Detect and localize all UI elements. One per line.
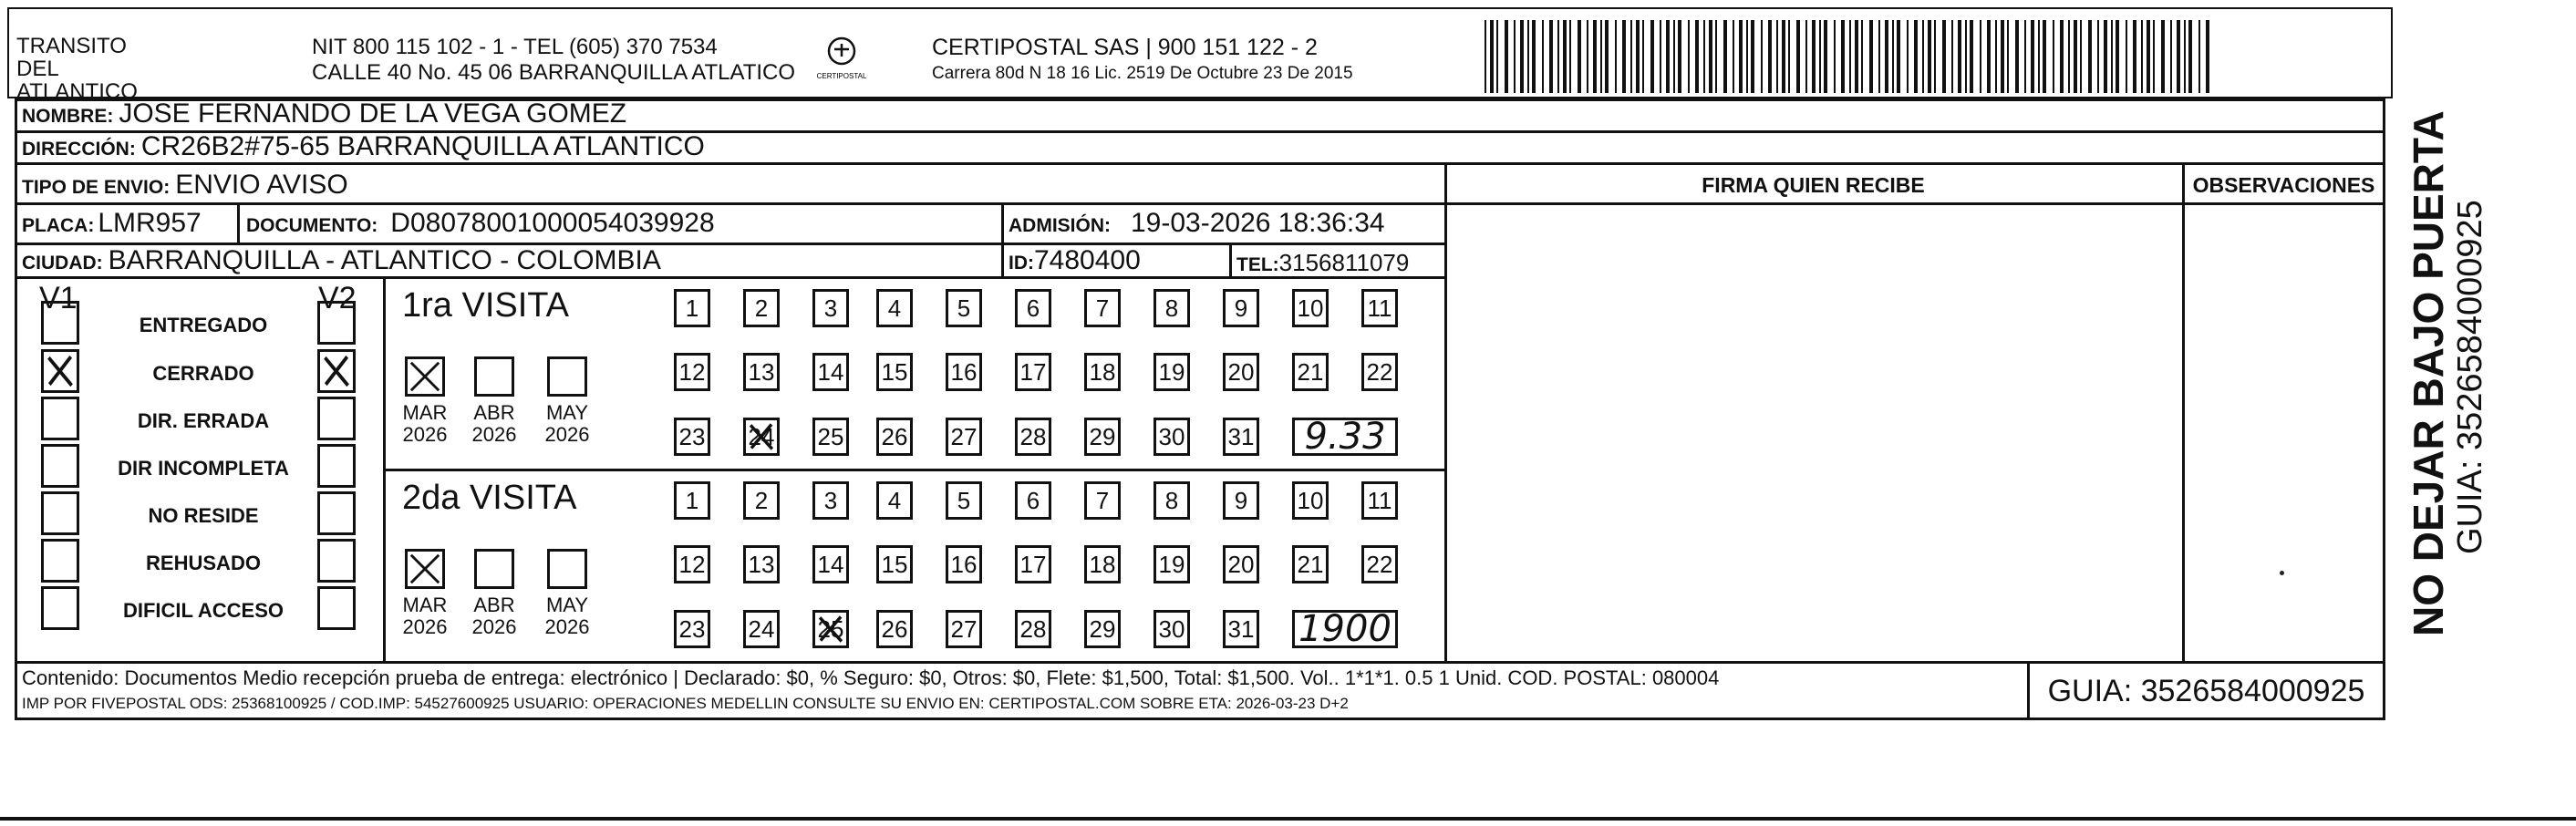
day-number: 3 — [823, 486, 838, 514]
day-number: 29 — [1089, 614, 1116, 643]
day-box[interactable] — [812, 353, 849, 391]
day-number: 8 — [1164, 486, 1179, 514]
day-box[interactable] — [743, 545, 780, 583]
v1-checkbox[interactable] — [41, 397, 79, 440]
v1-checkbox[interactable] — [41, 349, 79, 393]
day-box[interactable] — [743, 353, 780, 391]
day-number: 10 — [1297, 486, 1324, 514]
observations-header: OBSERVACIONES — [2192, 173, 2375, 197]
v2-checkbox[interactable] — [317, 444, 356, 488]
id-field: ID:7480400 — [1009, 245, 1141, 275]
day-number: 16 — [950, 550, 978, 578]
month-label: MAR 2026 — [402, 594, 448, 639]
day-box[interactable] — [1084, 418, 1121, 456]
day-number: 9 — [1234, 294, 1248, 322]
v1-checkbox[interactable] — [41, 444, 79, 488]
day-number: 24 — [748, 422, 775, 450]
day-box[interactable] — [1223, 610, 1259, 648]
day-number: 16 — [950, 357, 978, 386]
day-number: 20 — [1227, 550, 1255, 578]
day-box[interactable] — [1084, 610, 1121, 648]
day-number: 14 — [817, 357, 844, 386]
footer-guia: GUIA: 3526584000925 — [2047, 674, 2365, 708]
day-box[interactable] — [1154, 610, 1190, 648]
address-field: DIRECCIÓN: CR26B2#75-65 BARRANQUILLA ATLANTICO — [22, 131, 705, 161]
admission-field: ADMISIÓN: 19-03-2026 18:36:34 — [1009, 208, 1385, 238]
day-number: 31 — [1227, 422, 1255, 450]
day-number: 5 — [957, 486, 971, 514]
day-number: 28 — [1019, 614, 1047, 643]
bottom-rule — [0, 817, 2576, 821]
day-number: 2 — [754, 486, 769, 514]
day-number: 12 — [678, 357, 706, 386]
footer-imp: IMP POR FIVEPOSTAL ODS: 25368100925 / COD.IMP: 54527600925 USUARIO: OPERACIONES MEDELLIN CONSULTE SU ENVIO EN: CERTIPOSTAL.COM SOBRE ETA: 2026-03-23 D+2 — [22, 695, 1349, 712]
x-mark-icon — [320, 352, 353, 390]
v2-checkbox[interactable] — [317, 397, 356, 440]
month-label: MAR 2026 — [402, 401, 448, 447]
month-checkbox[interactable] — [405, 549, 445, 589]
day-number: 27 — [950, 422, 978, 450]
day-box[interactable] — [946, 545, 982, 583]
day-box[interactable] — [1084, 481, 1121, 520]
day-number: 6 — [1026, 486, 1040, 514]
day-box[interactable] — [674, 289, 710, 327]
month-label: ABR 2026 — [471, 594, 517, 639]
visit2-title: 2da VISITA — [402, 479, 577, 517]
day-number: 18 — [1089, 550, 1116, 578]
day-box[interactable] — [1223, 353, 1259, 391]
status-label: CERRADO — [152, 362, 254, 385]
day-box[interactable] — [946, 481, 982, 520]
carrier-name: CERTIPOSTAL SAS | 900 151 122 - 2 — [932, 35, 1318, 60]
observation-dot — [2280, 571, 2284, 575]
svg-text:CERTIPOSTAL: CERTIPOSTAL — [816, 72, 867, 80]
sender-address: CALLE 40 No. 45 06 BARRANQUILLA ATLATICO — [312, 60, 796, 85]
day-box[interactable] — [674, 545, 710, 583]
day-number: 11 — [1367, 486, 1392, 514]
day-box[interactable] — [876, 353, 913, 391]
day-number: 21 — [1297, 357, 1324, 386]
side-guia: GUIA: 3526584000925 — [2451, 200, 2489, 554]
v2-header: V2 — [318, 281, 357, 315]
day-box[interactable] — [1292, 481, 1329, 520]
v1-checkbox[interactable] — [41, 491, 79, 535]
day-number: 12 — [678, 550, 706, 578]
day-number: 15 — [881, 357, 908, 386]
no-dejar-warning: NO DEJAR BAJO PUERTA — [2405, 110, 2452, 636]
day-box[interactable] — [876, 418, 913, 456]
day-box[interactable] — [1223, 481, 1259, 520]
status-label: NO RESIDE — [148, 504, 259, 527]
day-number: 23 — [678, 614, 706, 643]
tel-field: TEL:3156811079 — [1236, 249, 1410, 276]
day-box[interactable] — [812, 289, 849, 327]
day-box[interactable] — [1154, 545, 1190, 583]
day-box[interactable] — [876, 289, 913, 327]
day-box[interactable] — [876, 545, 913, 583]
barcode-icon — [1485, 20, 2214, 93]
certipostal-logo — [814, 33, 869, 88]
day-box[interactable] — [1154, 353, 1190, 391]
day-box[interactable] — [1015, 481, 1051, 520]
day-number: 22 — [1366, 550, 1393, 578]
status-label: DIR INCOMPLETA — [118, 457, 289, 480]
status-label: ENTREGADO — [139, 314, 268, 336]
day-box[interactable] — [674, 481, 710, 520]
day-box[interactable] — [1084, 545, 1121, 583]
day-box[interactable] — [1292, 545, 1329, 583]
shipment-type-field: TIPO DE ENVIO: ENVIO AVISO — [22, 170, 348, 200]
day-box[interactable] — [1015, 289, 1051, 327]
document-field: DOCUMENTO: D08078001000054039928 — [246, 208, 715, 238]
day-box[interactable] — [876, 610, 913, 648]
day-box[interactable] — [1154, 481, 1190, 520]
signature-header: FIRMA QUIEN RECIBE — [1702, 173, 1925, 197]
time-box[interactable] — [1292, 610, 1398, 648]
barcode — [1485, 20, 2214, 93]
month-label: MAY 2026 — [544, 594, 590, 639]
day-box[interactable] — [1015, 610, 1051, 648]
day-number: 20 — [1227, 357, 1255, 386]
day-number: 5 — [957, 294, 971, 322]
day-number: 11 — [1367, 294, 1392, 322]
day-number: 8 — [1164, 294, 1179, 322]
status-label: REHUSADO — [146, 552, 261, 574]
day-number: 30 — [1158, 614, 1185, 643]
v2-checkbox[interactable] — [317, 349, 356, 393]
month-checkbox[interactable] — [474, 549, 514, 589]
x-mark-icon — [44, 352, 77, 390]
day-box[interactable] — [1154, 418, 1190, 456]
status-label: DIR. ERRADA — [137, 409, 270, 432]
day-number: 17 — [1019, 550, 1047, 578]
day-box[interactable] — [812, 481, 849, 520]
day-number: 7 — [1095, 294, 1110, 322]
day-number: 26 — [881, 614, 908, 643]
day-box[interactable] — [1084, 353, 1121, 391]
day-number: 14 — [817, 550, 844, 578]
v2-checkbox[interactable] — [317, 539, 356, 583]
v2-checkbox[interactable] — [317, 491, 356, 535]
day-number: 7 — [1095, 486, 1110, 514]
side-text — [2387, 110, 2570, 666]
day-box[interactable] — [1361, 289, 1398, 327]
visit1-title: 1ra VISITA — [402, 286, 570, 325]
day-number: 25 — [817, 614, 844, 643]
day-box[interactable] — [1223, 418, 1259, 456]
day-number: 10 — [1297, 294, 1324, 322]
day-box[interactable] — [743, 289, 780, 327]
day-number: 28 — [1019, 422, 1047, 450]
day-box[interactable] — [812, 545, 849, 583]
v1-checkbox[interactable] — [41, 586, 79, 630]
day-box[interactable] — [946, 353, 982, 391]
handwritten-time: 9.33 — [1304, 416, 1386, 458]
day-number: 29 — [1089, 422, 1116, 450]
month-checkbox[interactable] — [474, 356, 514, 397]
day-number: 18 — [1089, 357, 1116, 386]
day-number: 30 — [1158, 422, 1185, 450]
day-box[interactable] — [1015, 418, 1051, 456]
day-number: 31 — [1227, 614, 1255, 643]
day-number: 6 — [1026, 294, 1040, 322]
day-box[interactable] — [743, 481, 780, 520]
v2-checkbox[interactable] — [317, 586, 356, 630]
day-number: 4 — [887, 486, 902, 514]
month-label: MAY 2026 — [544, 401, 590, 447]
day-number: 4 — [887, 294, 902, 322]
v2-checkbox[interactable] — [317, 301, 356, 345]
day-box[interactable] — [812, 610, 849, 648]
day-box[interactable] — [1361, 481, 1398, 520]
day-box[interactable] — [1015, 353, 1051, 391]
day-box[interactable] — [1361, 353, 1398, 391]
v1-checkbox[interactable] — [41, 301, 79, 345]
month-label: ABR 2026 — [471, 401, 517, 447]
day-number: 27 — [950, 614, 978, 643]
day-number: 17 — [1019, 357, 1047, 386]
day-number: 3 — [823, 294, 838, 322]
day-number: 23 — [678, 422, 706, 450]
day-number: 26 — [881, 422, 908, 450]
carrier-license: Carrera 80d N 18 16 Lic. 2519 De Octubre 23 De 2015 — [932, 64, 1353, 83]
day-number: 1 — [685, 294, 699, 322]
day-number: 13 — [748, 357, 775, 386]
month-checkbox[interactable] — [547, 356, 587, 397]
day-number: 25 — [817, 422, 844, 450]
day-box[interactable] — [1223, 289, 1259, 327]
day-box[interactable] — [1292, 353, 1329, 391]
x-mark-icon — [408, 359, 442, 394]
day-number: 9 — [1234, 486, 1248, 514]
sender-name: TRANSITO DEL ATLANTICO — [16, 34, 138, 105]
plate-field: PLACA: LMR957 — [22, 208, 202, 238]
sender-nit: NIT 800 115 102 - 1 - TEL (605) 370 7534 — [312, 35, 718, 59]
day-box[interactable] — [743, 610, 780, 648]
month-checkbox[interactable] — [405, 356, 445, 397]
day-box[interactable] — [1084, 289, 1121, 327]
name-field: NOMBRE: JOSE FERNANDO DE LA VEGA GOMEZ — [22, 98, 627, 129]
day-number: 19 — [1158, 357, 1185, 386]
day-box[interactable] — [1154, 289, 1190, 327]
day-number: 13 — [748, 550, 775, 578]
day-box[interactable] — [1015, 545, 1051, 583]
day-box[interactable] — [946, 610, 982, 648]
day-number: 2 — [754, 294, 769, 322]
status-label: DIFICIL ACCESO — [122, 599, 284, 622]
day-number: 24 — [748, 614, 775, 643]
day-box[interactable] — [674, 353, 710, 391]
day-box[interactable] — [743, 418, 780, 456]
day-number: 1 — [685, 486, 699, 514]
day-box[interactable] — [1292, 289, 1329, 327]
day-box[interactable] — [1223, 545, 1259, 583]
day-number: 22 — [1366, 357, 1393, 386]
day-number: 19 — [1158, 550, 1185, 578]
day-number: 21 — [1297, 550, 1324, 578]
city-field: CIUDAD: BARRANQUILLA - ATLANTICO - COLOMBIA — [22, 245, 661, 275]
month-checkbox[interactable] — [547, 549, 587, 589]
day-box[interactable] — [1361, 545, 1398, 583]
day-box[interactable] — [812, 418, 849, 456]
v1-header: V1 — [39, 281, 78, 315]
x-mark-icon — [408, 552, 442, 586]
day-box[interactable] — [674, 610, 710, 648]
time-box[interactable] — [1292, 418, 1398, 456]
day-box[interactable] — [946, 418, 982, 456]
day-box[interactable] — [674, 418, 710, 456]
handwritten-time: 1900 — [1298, 608, 1391, 650]
day-box[interactable] — [946, 289, 982, 327]
v1-checkbox[interactable] — [41, 539, 79, 583]
day-box[interactable] — [876, 481, 913, 520]
footer-content: Contenido: Documentos Medio recepción prueba de entrega: electrónico | Declarado: $0, % Seguro: $0, Otros: $0, Flete: $1,500, Total: $1,500. Vol.. 1*1*1. 0.5 1 Unid. COD. POSTAL: 080004 — [22, 666, 1720, 689]
day-number: 15 — [881, 550, 908, 578]
